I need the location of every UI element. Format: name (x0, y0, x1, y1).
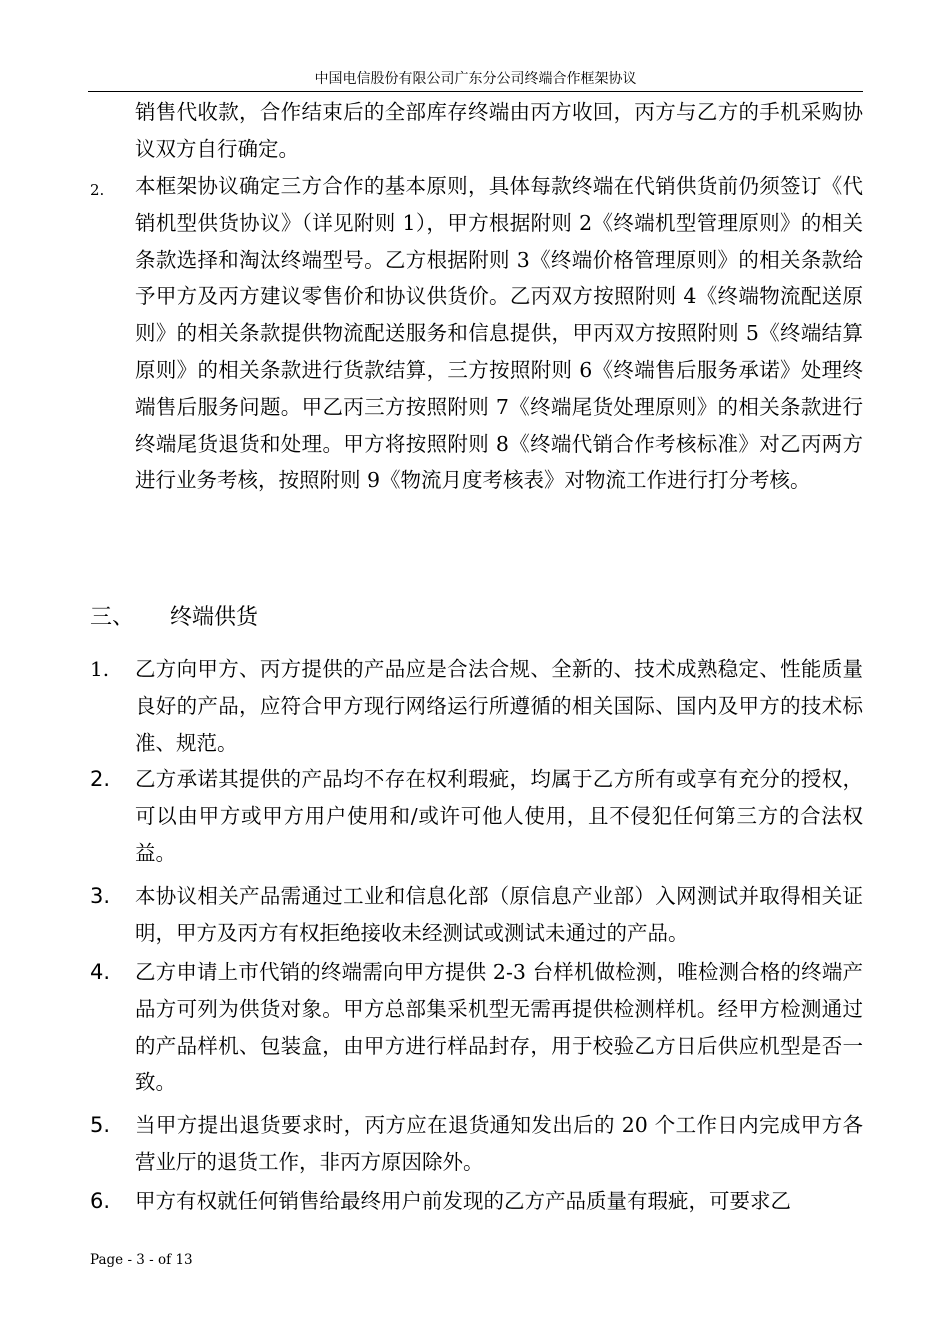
item-4-number: 4. (90, 960, 111, 984)
item-6-number: 6. (90, 1189, 111, 1213)
item-5-text: 当甲方提出退货要求时，丙方应在退货通知发出后的 20 个工作日内完成甲方各营业厅的退货工作，非丙方原因除外。 (135, 1113, 863, 1174)
item-3-number: 3. (90, 884, 111, 908)
section-title: 终端供货 (170, 605, 259, 630)
item-5-number: 5. (90, 1113, 111, 1137)
item-1-number: 1. (90, 657, 110, 681)
item-4-text: 乙方申请上市代销的终端需向甲方提供 2-3 台样机做检测，唯检测合格的终端产品方可列为供货对象。甲方总部集采机型无需再提供检测样机。经甲方检测通过的产品样机、包装盒，由甲方进行样品封存，用于校验乙方日后供应机型是否一致。 (135, 960, 863, 1095)
clause-2-number: 2. (90, 181, 105, 199)
item-2-number: 2. (90, 767, 111, 791)
page-header: 中国电信股份有限公司广东分公司终端合作框架协议 (88, 70, 863, 92)
item-1-text: 乙方向甲方、丙方提供的产品应是合法合规、全新的、技术成熟稳定、性能质量良好的产品，应符合甲方现行网络运行所遵循的相关国际、国内及甲方的技术标准、规范。 (135, 657, 863, 755)
page-footer: Page - 3 - of 13 (90, 1252, 193, 1268)
item-2-text: 乙方承诺其提供的产品均不存在权利瑕疵，均属于乙方所有或享有充分的授权，可以由甲方或甲方用户使用和/或许可他人使用，且不侵犯任何第三方的合法权益。 (135, 767, 863, 865)
section-heading (90, 598, 258, 638)
item-3-text: 本协议相关产品需通过工业和信息化部（原信息产业部）入网测试并取得相关证明，甲方及丙方有权拒绝接收未经测试或测试未通过的产品。 (135, 884, 863, 945)
item-6-text: 甲方有权就任何销售给最终用户前发现的乙方产品质量有瑕疵，可要求乙 (135, 1189, 791, 1213)
clause-2-text: 本框架协议确定三方合作的基本原则，具体每款终端在代销供货前仍须签订《代销机型供货协议》（详见附则 1），甲方根据附则 2《终端机型管理原则》的相关条款选择和淘汰终端型号。乙方根据附则 3《终端价格管理原则》的相关条款给予甲方及丙方建议零售价和协议供货价。乙丙双方按照附则 4《终端物流配送原则》的相关条款提供物流配送服务和信息提供，甲丙双方按照附则 5《终端结算原则》的相关条款进行货款结算，三方按照附则 6《终端售后服务承诺》处理终端售后服务问题。甲乙丙三方按照附则 7《终端尾货处理原则》的相关条款进行终端尾货退货和处理。甲方将按照附则 8《终端代销合作考核标准》对乙丙两方进行业务考核，按照附则 9《物流月度考核表》对物流工作进行打分考核。 (135, 174, 863, 493)
section-number: 三、 (90, 605, 135, 630)
continuation-paragraph: 销售代收款，合作结束后的全部库存终端由丙方收回，丙方与乙方的手机采购协议双方自行确定。 (135, 100, 863, 161)
